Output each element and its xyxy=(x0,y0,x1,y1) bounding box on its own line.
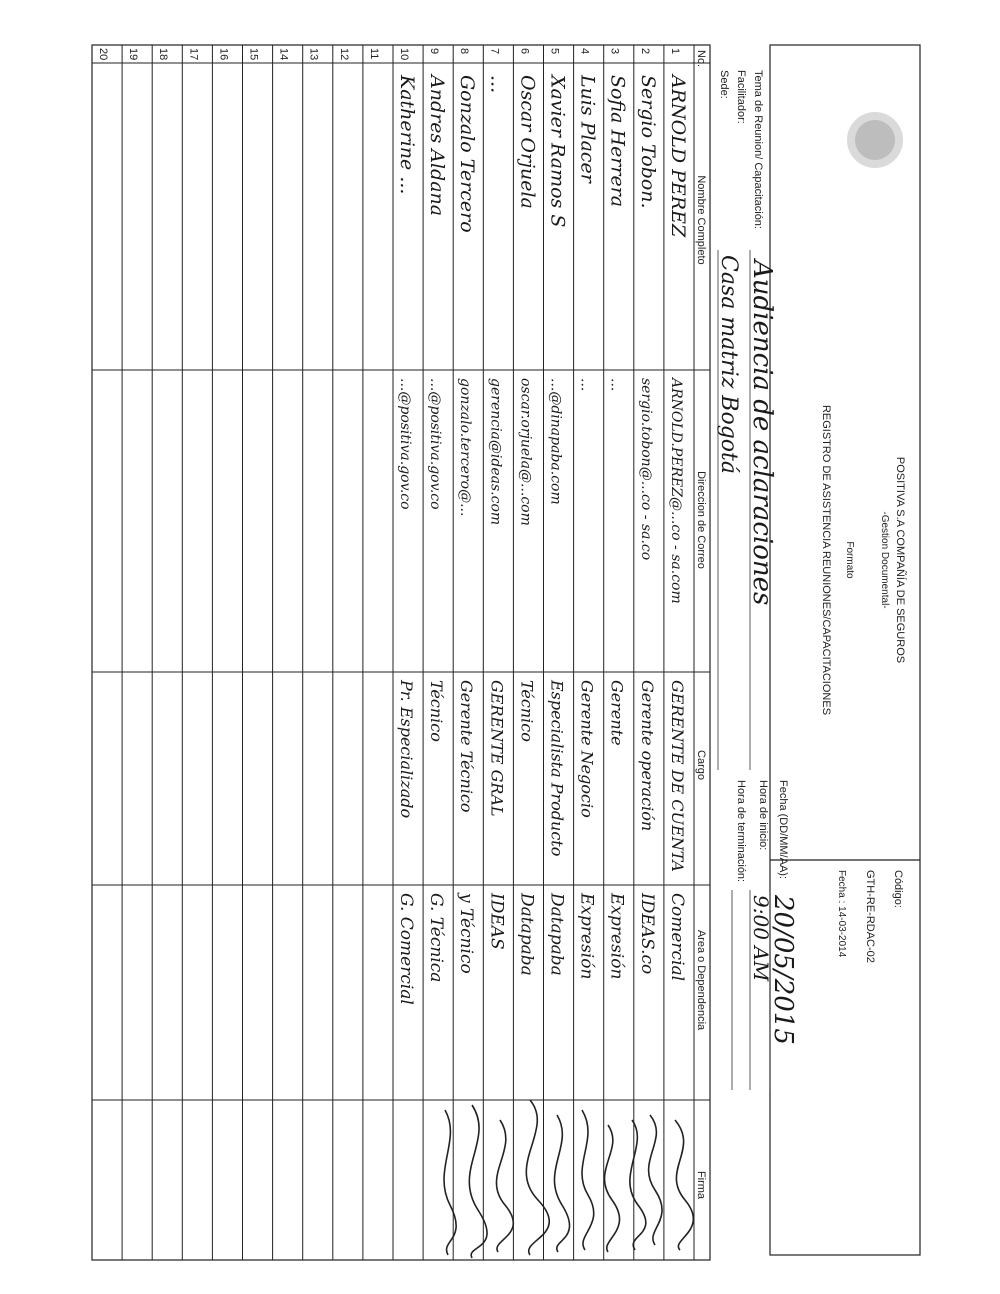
row-number: 7 xyxy=(488,48,501,55)
row-number: 14 xyxy=(277,48,290,61)
attendee-email: gerencia@ideas.com xyxy=(487,378,504,526)
col-header-area: Area o Dependencia xyxy=(695,929,707,1031)
row-number: 10 xyxy=(398,48,410,61)
attendee-email: ...@dinapaba.com xyxy=(547,378,564,505)
department: -Gestion Documental- xyxy=(879,511,890,609)
row-number: 6 xyxy=(518,48,531,55)
attendee-area: IDEAS.co xyxy=(636,893,657,975)
code-label: Código: xyxy=(892,870,904,908)
col-header-no: No. xyxy=(695,50,707,68)
attendee-role: Gerente Técnico xyxy=(457,680,477,813)
end-label: Hora de terminación: xyxy=(735,780,747,883)
col-header-name: Nombre Completo xyxy=(695,175,707,265)
attendee-area: y Técnico xyxy=(456,893,477,974)
topic-value: Audiencia de aclaraciones xyxy=(747,260,777,606)
row-number: 3 xyxy=(608,48,621,55)
attendee-email: sergio.tobon@...co - sa.co xyxy=(637,378,654,561)
attendee-name: Sofia Herrera xyxy=(606,75,629,208)
signatures xyxy=(444,1100,693,1258)
attendee-area: Datapaba xyxy=(546,893,567,976)
venue-value: Casa matriz Bogotá xyxy=(716,255,741,475)
attendee-area: Expresión xyxy=(576,893,597,980)
start-label: Hora de inicio: xyxy=(757,780,769,851)
attendee-role: Técnico xyxy=(517,680,537,742)
topic-label: Tema de Reunion/ Capacitación: xyxy=(752,70,764,229)
attendance-table xyxy=(92,45,710,1260)
row-number: 9 xyxy=(428,48,441,55)
row-number: 18 xyxy=(157,48,170,61)
attendee-area: G. Técnica xyxy=(426,893,447,983)
facilitator-label: Facilitador: xyxy=(735,70,747,124)
col-header-role: Cargo xyxy=(695,750,707,780)
attendee-name: Katherine ... xyxy=(396,75,418,195)
attendee-role: Gerente Negocio xyxy=(577,680,597,818)
col-header-email: Direccion de Correo xyxy=(695,471,707,569)
row-number: 16 xyxy=(217,48,230,61)
attendee-area: Datapaba xyxy=(516,893,537,976)
attendee-email: ... xyxy=(607,378,624,392)
attendee-name: Luis Placer xyxy=(576,75,599,183)
attendee-email: oscar.orjuela@...com xyxy=(517,378,534,526)
attendee-email: gonzalo.tercero@... xyxy=(457,378,474,517)
attendee-area: IDEAS xyxy=(486,893,507,950)
attendee-role: GERENTE DE CUENTA xyxy=(667,680,687,872)
attendee-email: ...@positiva.gov.co xyxy=(427,378,444,510)
col-header-signature: Firma xyxy=(695,1170,707,1200)
attendee-role: Pr. Especializado xyxy=(397,680,416,819)
row-number: 4 xyxy=(578,48,591,55)
code-value: GTH-RE-RDAC-02 xyxy=(864,870,876,963)
attendee-role: GERENTE GRAL xyxy=(487,680,507,817)
attendee-name: Gonzalo Tercero xyxy=(456,75,479,233)
date-value: 20/05/2015 xyxy=(768,895,798,1045)
company-name: POSITIVA S.A COMPAÑÍA DE SEGUROS xyxy=(894,456,906,664)
row-number: 2 xyxy=(638,48,651,55)
attendee-role: Técnico xyxy=(427,680,447,742)
attendee-role: Gerente operación xyxy=(637,680,657,832)
attendee-email: ARNOLD.PEREZ@...co - sa.com xyxy=(667,378,684,604)
row-number: 5 xyxy=(548,48,561,55)
row-number: 8 xyxy=(458,48,471,55)
attendee-role: Gerente xyxy=(607,680,627,746)
attendee-name: Oscar Orjuela xyxy=(516,75,539,209)
venue-label: Sede: xyxy=(718,70,730,99)
date-label: Fecha (DD/MM/AA): xyxy=(777,780,789,880)
row-number: 12 xyxy=(337,48,350,61)
attendee-name: Andres Aldana xyxy=(426,75,449,217)
attendee-email: ...@positiva.gov.co xyxy=(397,378,413,510)
attendee-name: ARNOLD PEREZ xyxy=(666,75,689,238)
row-number: 15 xyxy=(247,48,260,61)
version-date: Fecha : 14-03-2014 xyxy=(836,870,847,958)
form-label: Formato xyxy=(844,541,855,579)
row-number: 19 xyxy=(127,48,140,61)
start-value: 9:00 AM xyxy=(749,895,773,982)
attendee-area: Expresión xyxy=(606,893,627,980)
attendee-name: Xavier Ramos S xyxy=(546,75,569,228)
attendee-email: ... xyxy=(577,378,594,392)
row-number: 11 xyxy=(367,48,380,60)
row-number: 1 xyxy=(668,48,681,55)
attendee-area: G. Comercial xyxy=(396,893,416,1005)
company-logo xyxy=(847,112,903,168)
row-number: 17 xyxy=(187,48,200,61)
attendee-name: ... xyxy=(486,75,509,94)
form-title: REGISTRO DE ASISTENCIA REUNIONES/CAPACITACIONES xyxy=(820,404,832,716)
attendee-name: Sergio Tobon. xyxy=(636,75,659,209)
attendee-role: Especialista Producto xyxy=(547,680,567,857)
attendee-area: Comercial xyxy=(666,893,687,982)
row-number: 13 xyxy=(307,48,320,61)
row-number: 20 xyxy=(97,48,109,61)
